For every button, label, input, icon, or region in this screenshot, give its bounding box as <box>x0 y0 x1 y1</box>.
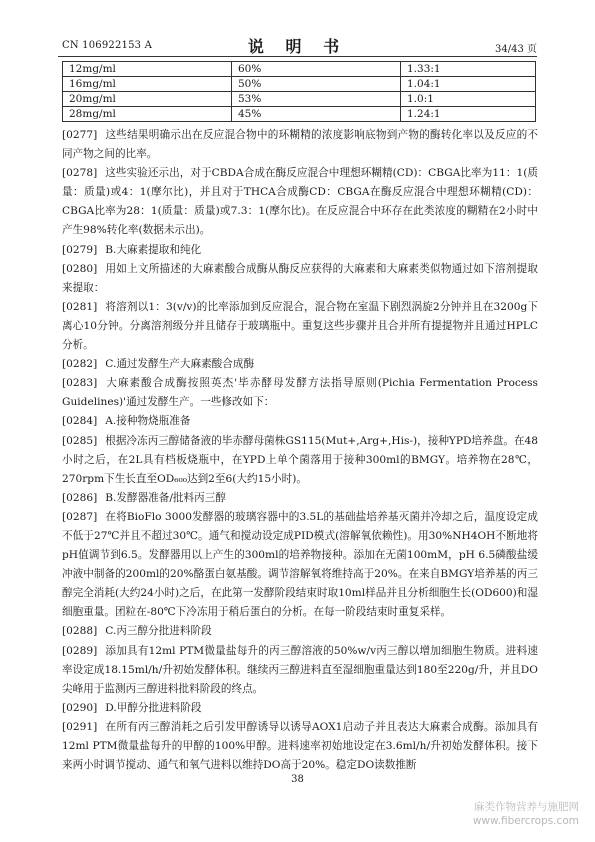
paragraph-number: [0291] <box>62 720 98 733</box>
section-heading: D.甲醇分批进料阶段 <box>105 701 202 714</box>
table-cell: 12mg/ml <box>63 62 232 77</box>
section-heading: C.丙三醇分批进料阶段 <box>105 625 212 638</box>
paragraph-0291 <box>62 718 538 775</box>
header-divider <box>58 56 537 57</box>
paragraph-number: [0285] <box>62 434 98 447</box>
paragraph-number: [0290] <box>62 701 98 714</box>
table-cell: 60% <box>232 62 401 77</box>
paragraph-0284 <box>62 412 538 431</box>
paragraph-number: [0282] <box>62 358 98 371</box>
paragraph-0283 <box>62 374 538 412</box>
paragraph-text: 根据冷冻丙三醇储备液的毕赤酵母菌株GS115(Mut+,Arg+,His-)，接种YPD培养盘。在48小时之后，在2L具有档板烧瓶中，在YPD上单个菌落用于接种300ml的BMGY。培养物在28℃，270rpm下生长直至OD₆₀₀达到2至6(大约15小时)。 <box>62 434 538 485</box>
table-cell: 16mg/ml <box>63 77 232 92</box>
table-row <box>63 107 536 122</box>
paragraph-text: 在所有丙三醇消耗之后引发甲醇诱导以诱导AOX1启动子并且表达大麻素合成酶。添加具有12ml PTM微量盐每升的甲醇的100%甲醇。进料速率初始地设定在3.6ml/h/升初始发酵体积。接下来两小时调节搅动、通气和氧气进料以维持DO高于20%。稳定DO读数推断 <box>62 720 538 772</box>
paragraph-number: [0284] <box>62 415 98 428</box>
paragraph-number: [0289] <box>62 644 98 657</box>
page-reference: 34/43 页 <box>495 44 537 55</box>
description-body <box>62 126 538 775</box>
paragraph-0282 <box>62 355 538 374</box>
paragraph-0278 <box>62 164 538 240</box>
section-heading: A.接种物烧瓶准备 <box>105 415 191 428</box>
paragraph-text: 这些结果明确示出在反应混合物中的环糊精的浓度影响底物到产物的酶转化率以及反应的不同产物之间的比率。 <box>62 129 538 161</box>
paragraph-0286 <box>62 489 538 508</box>
paragraph-text: 添加具有12ml PTM微量盐每升的丙三醇溶液的50%w/v丙三醇以增加细胞生物质。进料速率设定成18.15ml/h/升初始发酵体积。继续丙三醇进料直至湿细胞重量达到180至220g/升，并且DO尖峰用于监测丙三醇进料批料阶段的终点。 <box>62 644 538 695</box>
paragraph-number: [0288] <box>62 625 98 638</box>
page-number: 38 <box>291 774 304 785</box>
concentration-table <box>62 61 536 122</box>
paragraph-text: 这些实验还示出，对于CBDA合成在酶反应混合中理想环糊精(CD)：CBGA比率为11：1(质量：质量)或4：1(摩尔比)，并且对于THCA合成酶CD：CBGA在酶反应混合中理想环糊精(CD)：CBGA比率为28：1(质量：质量)或7.3：1(摩尔比)。在反应混合中环存在此类浓度的糊精在2小时中产生98%转化率(数据未示出)。 <box>62 167 538 237</box>
paragraph-0285 <box>62 432 538 489</box>
paragraph-0287 <box>62 508 538 623</box>
table-cell: 28mg/ml <box>63 107 232 122</box>
table-row <box>63 77 536 92</box>
site-watermark <box>473 800 579 828</box>
watermark-title: 麻类作物营养与施肥网 <box>474 801 579 813</box>
paragraph-text: 大麻素酸合成酶按照英杰'毕赤酵母发酵方法指导原则(Pichia Fermentation Process Guidelines)'通过发酵生产。一些修改如下： <box>62 377 538 409</box>
table-row <box>63 62 536 77</box>
paragraph-number: [0286] <box>62 491 98 504</box>
paragraph-0289 <box>62 642 538 699</box>
paragraph-0280 <box>62 260 538 298</box>
table-cell: 1.0:1 <box>401 92 536 107</box>
table-cell: 50% <box>232 77 401 92</box>
paragraph-0277 <box>62 126 538 164</box>
section-heading: B.发酵器准备/批料丙三醇 <box>105 491 226 504</box>
paragraph-text: 在将BioFlo 3000发酵器的玻璃容器中的3.5L的基础盐培养基灭菌并冷却之后，温度设定成不低于27℃并且不超过30℃。通气和搅动设定成PID模式(溶解氧依赖性)。用30%NH4OH不断地将pH值调节到6.5。发酵器用以上产生的300ml的培养物接种。添加在无菌100mM，pH 6.5磷酸盐缓冲液中制备的200ml的20%酪蛋白氨基酸。调节溶解氧将维持高于20%。在来自BMGY培养基的丙三醇完全消耗(大约24小时)之后，在此第一发酵阶段结束时取10ml样品并且分析细胞生长(OD600)和湿细胞重量。团粒在-80℃下冷冻用于稍后蛋白的分析。在每一阶段结束时重复采样。 <box>62 510 538 619</box>
paragraph-number: [0283] <box>62 377 98 390</box>
section-heading: C.通过发酵生产大麻素酸合成酶 <box>105 358 255 371</box>
paragraph-text: 将溶剂以1：3(v/v)的比率添加到反应混合，混合物在室温下剧烈涡旋2分钟并且在3200g下离心10分钟。分离溶剂级分并且储存于玻璃瓶中。重复这些步骤并且合并所有提提物并且通过HPLC分析。 <box>62 300 538 352</box>
table-cell: 1.24:1 <box>401 107 536 122</box>
paragraph-number: [0277] <box>62 129 98 141</box>
paragraph-number: [0278] <box>62 167 98 180</box>
paragraph-0281 <box>62 298 538 355</box>
paragraph-number: [0287] <box>62 510 98 523</box>
paragraph-text: 用如上文所描述的大麻素酸合成酶从酶反应获得的大麻素和大麻素类似物通过如下溶剂提取来提取： <box>62 262 538 294</box>
table-cell: 45% <box>232 107 401 122</box>
paragraph-0290 <box>62 699 538 718</box>
table-cell: 53% <box>232 92 401 107</box>
table-row <box>63 92 536 107</box>
paragraph-0279 <box>62 241 538 260</box>
table-cell: 1.33:1 <box>401 62 536 77</box>
document-title: 说 明 书 <box>247 37 348 56</box>
table-cell: 1.04:1 <box>401 77 536 92</box>
table-cell: 20mg/ml <box>63 92 232 107</box>
paragraph-number: [0280] <box>62 262 98 275</box>
section-heading: B.大麻素提取和纯化 <box>105 243 202 256</box>
watermark-url: www.fibercrops.com <box>472 815 579 827</box>
paragraph-number: [0279] <box>62 243 98 256</box>
paragraph-0288 <box>62 622 538 641</box>
patent-number: CN 106922153 A <box>62 40 153 51</box>
paragraph-number: [0281] <box>62 300 98 313</box>
